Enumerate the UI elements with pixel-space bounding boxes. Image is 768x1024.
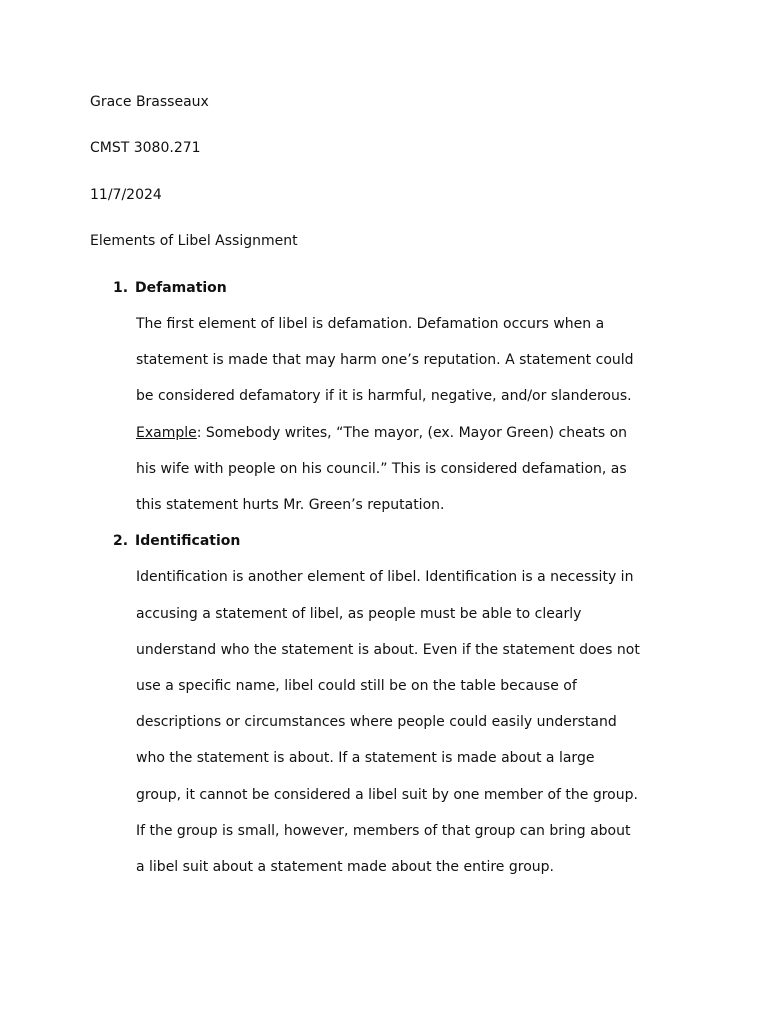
paragraph-line: a libel suit about a statement made about the entire group. (136, 859, 554, 875)
paragraph-line: descriptions or circumstances where people could easily understand (136, 714, 617, 730)
example-text: : Somebody writes, “The mayor, (ex. Mayor Green) cheats on (196, 425, 628, 441)
section-number: 2. (113, 533, 129, 549)
paragraph-line: If the group is small, however, members of that group can bring about (136, 823, 631, 839)
section-title: Defamation (135, 280, 227, 296)
example-label: Example (136, 425, 197, 441)
paragraph-line: group, it cannot be considered a libel suit by one member of the group. (136, 787, 638, 803)
section-heading-identification (113, 532, 240, 550)
paragraph-line: use a specific name, libel could still be on the table because of (136, 678, 577, 694)
paragraph-line: his wife with people on his council.” This is considered defamation, as (136, 461, 627, 477)
paragraph-line: The first element of libel is defamation. Defamation occurs when a (136, 316, 605, 332)
paragraph-line: be considered defamatory if it is harmful, negative, and/or slanderous. (136, 388, 632, 404)
paragraph-line: statement is made that may harm one’s reputation. A statement could (136, 352, 634, 368)
date: 11/7/2024 (90, 187, 162, 203)
document-title: Elements of Libel Assignment (90, 233, 298, 249)
section-heading-defamation (113, 279, 227, 297)
paragraph-line: this statement hurts Mr. Green’s reputation. (136, 497, 445, 513)
section-number: 1. (113, 280, 129, 296)
author-name: Grace Brasseaux (90, 94, 209, 110)
paragraph-line-example (136, 424, 627, 442)
section-title: Identification (135, 533, 241, 549)
paragraph-line: understand who the statement is about. Even if the statement does not (136, 642, 640, 658)
paragraph-line: Identification is another element of libel. Identification is a necessity in (136, 569, 634, 585)
paragraph-line: accusing a statement of libel, as people must be able to clearly (136, 606, 582, 622)
course-code: CMST 3080.271 (90, 140, 201, 156)
paragraph-line: who the statement is about. If a statement is made about a large (136, 750, 595, 766)
